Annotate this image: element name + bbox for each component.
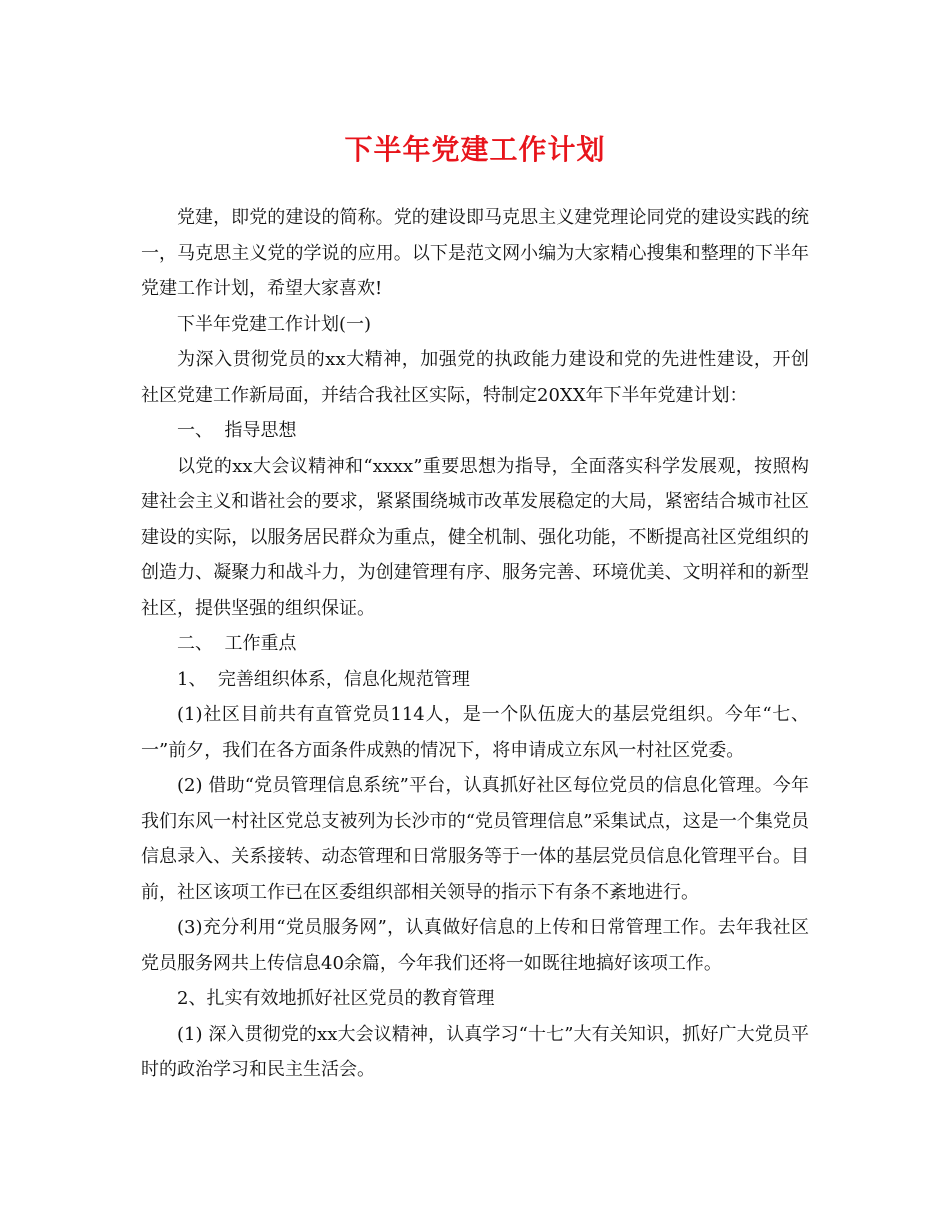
- subsection-heading-organization: 1、 完善组织体系，信息化规范管理: [177, 668, 470, 690]
- guiding-thought-paragraph: 以党的xx大会议精神和“xxxx”重要思想为指导，全面落实科学发展观，按照构建社会主义和谐社会的要求，紧紧围绕城市改革发展稳定的大局，紧密结合城市社区建设的实际，以服务居民群众为重点，健全机制、强化功能，不断提高社区党组织的创造力、凝聚力和战斗力，为创建管理有序、服务完善、环境优美、文明祥和的新型社区，提供坚强的组织保证。: [141, 455, 809, 619]
- item-paragraph-2: (2) 借助“党员管理信息系统”平台，认真抓好社区每位党员的信息化管理。今年我们东风一村社区党总支被列为长沙市的“党员管理信息”采集试点，这是一个集党员信息录入、关系接转、动态管理和日常服务等于一体的基层党员信息化管理平台。目前，社区该项工作已在区委组织部相关领导的指示下有条不紊地进行。: [141, 775, 809, 903]
- purpose-paragraph: 为深入贯彻党员的xx大精神，加强党的执政能力建设和党的先进性建设，开创社区党建工作新局面，并结合我社区实际，特制定20XX年下半年党建计划：: [141, 349, 809, 406]
- subsection-heading-education: 2、扎实有效地抓好社区党员的教育管理: [177, 988, 495, 1009]
- document-body: [141, 200, 809, 1088]
- intro-paragraph: 党建，即党的建设的简称。党的建设即马克思主义建党理论同党的建设实践的统一，马克思主义党的学说的应用。以下是范文网小编为大家精心搜集和整理的下半年党建工作计划，希望大家喜欢!: [141, 207, 809, 299]
- plan-heading: 下半年党建工作计划(一): [177, 313, 372, 335]
- education-item-paragraph-1: (1) 深入贯彻党的xx大会议精神，认真学习“十七”大有关知识，抓好广大党员平时的政治学习和民主生活会。: [141, 1023, 809, 1080]
- section-heading-guiding-thought: 一、 指导思想: [177, 420, 297, 441]
- document-title: 下半年党建工作计划: [344, 133, 606, 166]
- item-paragraph-3: (3)充分利用“党员服务网”，认真做好信息的上传和日常管理工作。去年我社区党员服务网共上传信息40余篇，今年我们还将一如既往地搞好该项工作。: [141, 917, 809, 974]
- section-heading-work-focus: 二、 工作重点: [177, 633, 297, 654]
- item-paragraph-1: (1)社区目前共有直管党员114人，是一个队伍庞大的基层党组织。今年“七、一”前夕，我们在各方面条件成熟的情况下，将申请成立东风一村社区党委。: [141, 704, 809, 761]
